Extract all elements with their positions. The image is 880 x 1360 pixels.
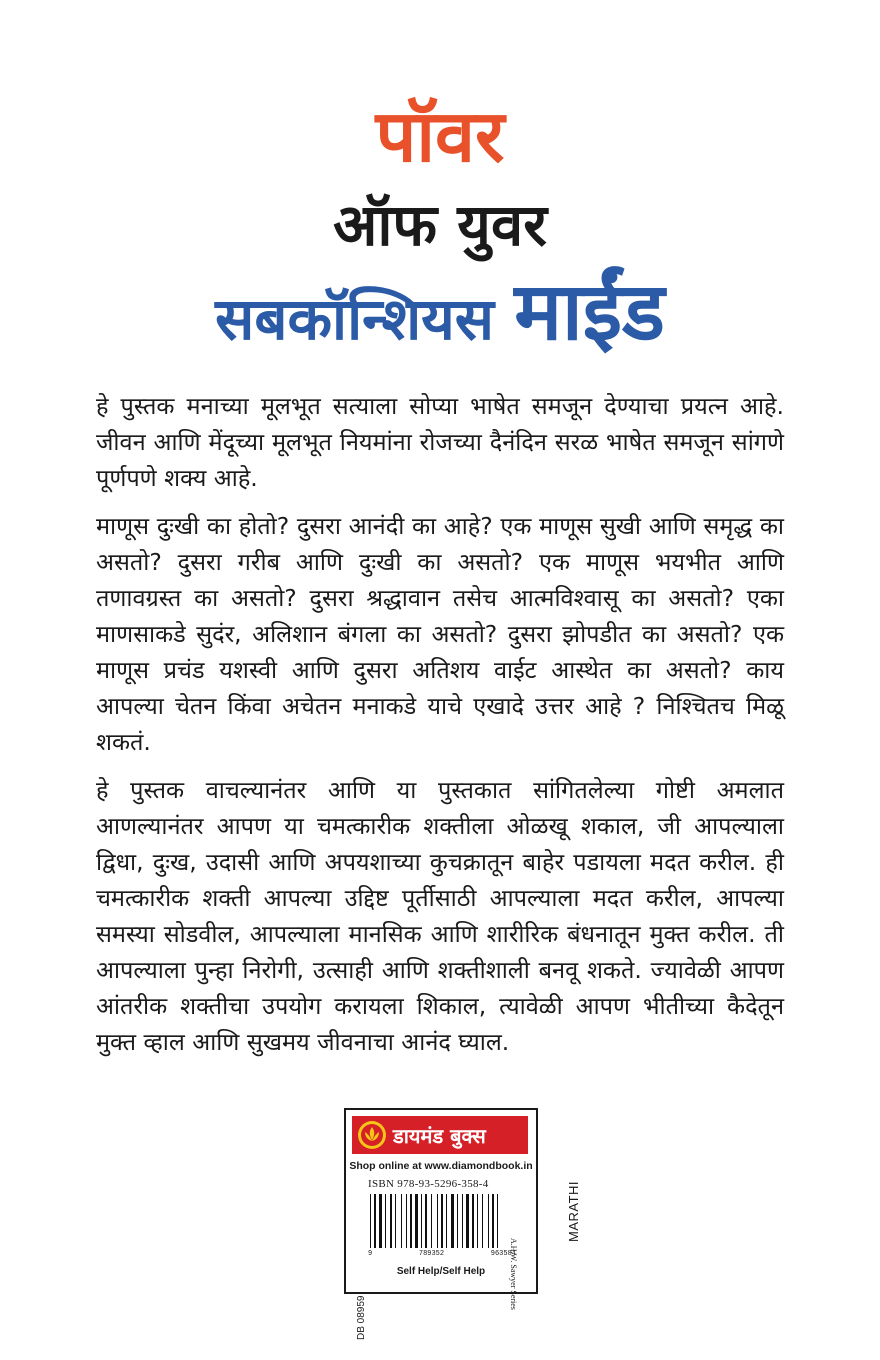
barcode-bar (482, 1194, 483, 1248)
title-line-1: पॉवर (375, 94, 505, 178)
barcode-bar (415, 1194, 418, 1248)
barcode-bar (431, 1194, 432, 1248)
barcode-bar (385, 1194, 386, 1248)
barcode-bar (437, 1194, 438, 1248)
barcode-bar (492, 1194, 494, 1248)
publisher-banner (352, 1116, 528, 1154)
barcode-bar (425, 1194, 427, 1248)
category-text: Self Help/Self Help (396, 1266, 486, 1277)
barcode-bar (446, 1194, 447, 1248)
barcode-bar (410, 1194, 412, 1248)
db-code-text: DB 08959 (356, 1295, 367, 1340)
barcode (368, 1194, 516, 1248)
barcode-bar (497, 1194, 498, 1248)
barcode-bar (441, 1194, 443, 1248)
blurb-paragraph-3: हे पुस्तक वाचल्यानंतर आणि या पुस्तकात सांगितलेल्या गोष्टी अमलात आणल्यानंतर आपण या चमत्कारीक शक्तीला ओळखू शकाल, जी आपल्याला द्विधा, दुःख, उदासी आणि अपयशाच्या कुचक्रातून बाहेर पडायला मदत करील. ही चमत्कारीक शक्ती आपल्या उद्दिष्ट पूर्तीसाठी आपल्याला मदत करील, आपल्या समस्या सोडवील, आपल्याला मानसिक आणि शारीरिक बंधनातून मुक्त करील. ती आपल्याला पुन्हा निरोगी, उत्साही आणि शक्तीशाली बनवू शकते. ज्यावेळी आपण आंतरीक शक्तीचा उपयोग करायला शिकाल, त्यावेळी आपण भीतीच्या कैदेतून मुक्त व्हाल आणि सुखमय जीवनाचा आनंद घ्याल. (96, 776, 784, 1056)
language-label: MARATHI (566, 1180, 581, 1242)
series-text: A.H.W. Sawyer Series (509, 1238, 518, 1310)
barcode-bar (457, 1194, 458, 1248)
barcode-digit-group: 963584 (490, 1250, 516, 1258)
title-word-mind: माईंड (514, 265, 665, 358)
title-line-3 (0, 265, 880, 358)
publisher-name: डायमंड बुक्स (393, 1123, 486, 1148)
barcode-digits (368, 1250, 516, 1258)
barcode-bar (390, 1194, 392, 1248)
barcode-bar (374, 1194, 376, 1248)
blurb-paragraph-2: माणूस दुःखी का होतो? दुसरा आनंदी का आहे? एक माणूस सुखी आणि समृद्ध का असतो? दुसरा गरीब आणि दुःखी का असतो? एक माणूस भयभीत आणि तणावग्रस्त का असतो? दुसरा श्रद्धावान तसेच आत्मविश्वासू का असतो? एका माणसाकडे सुदंर, अलिशान बंगला का असतो? दुसरा झोपडीत का असतो? एक माणूस प्रचंड यशस्वी आणि दुसरा अतिशय वाईट आस्थेत का असतो? काय आपल्या चेतन किंवा अचेतन मनाकडे याचे एखादे उत्तर आहे ? निश्चितच मिळू शकतं. (96, 512, 784, 756)
barcode-bar (488, 1194, 489, 1248)
lotus-logo-icon (357, 1120, 387, 1150)
barcode-bar (379, 1194, 382, 1248)
shop-online-text: Shop online at www.diamondbook.in (349, 1160, 533, 1172)
title-word-subconscious: सबकॉन्शियस (215, 285, 494, 353)
barcode-bar (477, 1194, 478, 1248)
barcode-bar (401, 1194, 402, 1248)
barcode-bar (370, 1194, 371, 1248)
isbn-text: ISBN 978-93-5296-358-4 (368, 1178, 489, 1190)
barcode-bar (462, 1194, 463, 1248)
barcode-digit-group: 9 (368, 1250, 373, 1258)
barcode-bar (421, 1194, 422, 1248)
barcode-bar (406, 1194, 407, 1248)
barcode-bar (472, 1194, 474, 1248)
barcode-bar (451, 1194, 454, 1248)
blurb-paragraph-1: हे पुस्तक मनाच्या मूलभूत सत्याला सोप्या भाषेत समजून देण्याचा प्रयत्न आहे. जीवन आणि मेंदूच्या मूलभूत नियमांना रोजच्या दैनंदिन सरळ भाषेत समजून सांगणे पूर्णपणे शक्य आहे. (96, 392, 784, 492)
barcode-bar (466, 1194, 469, 1248)
blurb (96, 388, 784, 1072)
barcode-digit-group: 789352 (418, 1250, 445, 1258)
title-line-2: ऑफ युवर (333, 191, 547, 259)
barcode-bar (395, 1194, 396, 1248)
